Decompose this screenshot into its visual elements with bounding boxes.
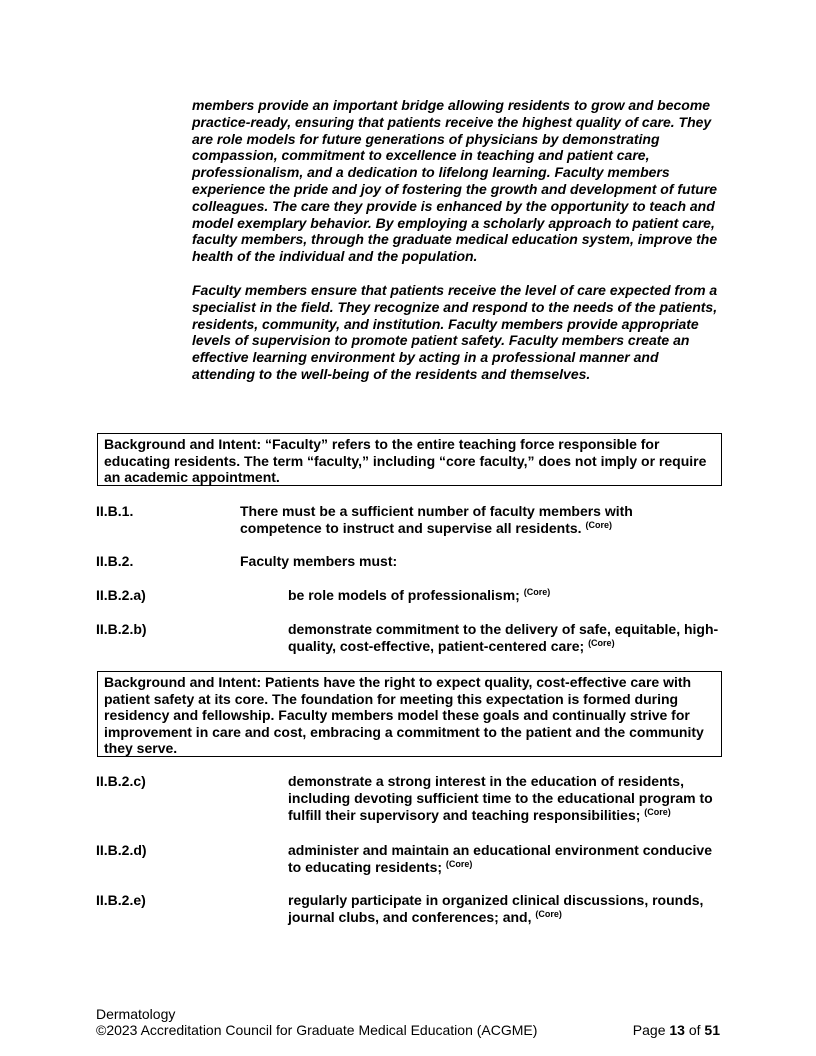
requirement-number: II.B.2.a) bbox=[96, 587, 146, 603]
requirement-text: be role models of professionalism; $^{(Core)}$ bbox=[288, 587, 551, 603]
requirement-text: administer and maintain an educational environment conducive to educating residents; $^{(Core)}$ bbox=[288, 842, 712, 875]
intro-paragraph-1: members provide an important bridge allowing residents to grow and become practice-ready, ensuring that patients receive the highest quality of care. They are role models for future generations of physicians by demonstrating compassion, commitment to excellence in teaching and patient care, professionalism, and a dedication to lifelong learning. Faculty members experience the pride and joy of fostering the growth and development of future colleagues. The care they provide is enhanced by the opportunity to teach and model exemplary behavior. By employing a scholarly approach to patient care, faculty members, through the graduate medical education system, improve the health of the individual and the population. bbox=[192, 97, 718, 265]
requirement-text: Faculty members must: bbox=[240, 553, 398, 569]
background-intent-box-1: Background and Intent: “Faculty” refers to the entire teaching force responsible for educating residents. The term “faculty,” including “core faculty,” does not imply or require an academic appointment. bbox=[97, 433, 722, 486]
requirement-text: There must be a sufficient number of faculty members with competence to instruct and supervise all residents. $^{(Core)}$ bbox=[240, 503, 633, 536]
requirement-text: demonstrate a strong interest in the education of residents, including devoting sufficient time to the educational program to fulfill their supervisory and teaching responsibilities; $^{(Core)}$ bbox=[288, 773, 713, 823]
requirement-number: II.B.2.c) bbox=[96, 773, 146, 789]
core-tag: (Core) bbox=[523, 587, 551, 597]
requirement-text: regularly participate in organized clinical discussions, rounds, journal clubs, and conferences; and, $^{(Core)}$ bbox=[288, 892, 704, 925]
background-intent-box-2: Background and Intent: Patients have the right to expect quality, cost-effective care with patient safety at its core. The foundation for meeting this expectation is formed during residency and fellowship. Faculty members model these goals and continually strive for improvement in care and cost, embracing a commitment to the patient and the community they serve. bbox=[97, 671, 722, 757]
page-footer bbox=[96, 1006, 720, 1038]
requirement-number: II.B.2.d) bbox=[96, 842, 147, 858]
footer-specialty: Dermatology bbox=[96, 1006, 176, 1022]
core-tag: (Core) bbox=[585, 520, 612, 530]
requirement-number: II.B.2.e) bbox=[96, 892, 146, 908]
requirement-number: II.B.1. bbox=[96, 503, 134, 519]
requirement-text: demonstrate commitment to the delivery of safe, equitable, high-quality, cost-effective, patient-centered care; $^{(Core)}$ bbox=[288, 621, 719, 654]
page-number: Page 13 of 51 bbox=[632, 1022, 720, 1038]
core-tag: (Core) bbox=[535, 909, 562, 919]
requirement-number: II.B.2.b) bbox=[96, 621, 147, 637]
core-tag: (Core) bbox=[445, 859, 473, 869]
core-tag: (Core) bbox=[644, 807, 671, 817]
core-tag: (Core) bbox=[588, 638, 615, 648]
footer-copyright: ©2023 Accreditation Council for Graduate Medical Education (ACGME) bbox=[96, 1022, 538, 1038]
intro-section bbox=[192, 97, 724, 400]
intro-paragraph-2: Faculty members ensure that patients receive the level of care expected from a specialist in the field. They recognize and respond to the needs of the patients, residents, community, and institution. Faculty members provide appropriate levels of supervision to promote patient safety. Faculty members create an effective learning environment by acting in a professional manner and attending to the well-being of the residents and themselves. bbox=[192, 281, 718, 382]
requirement-number: II.B.2. bbox=[96, 553, 134, 569]
